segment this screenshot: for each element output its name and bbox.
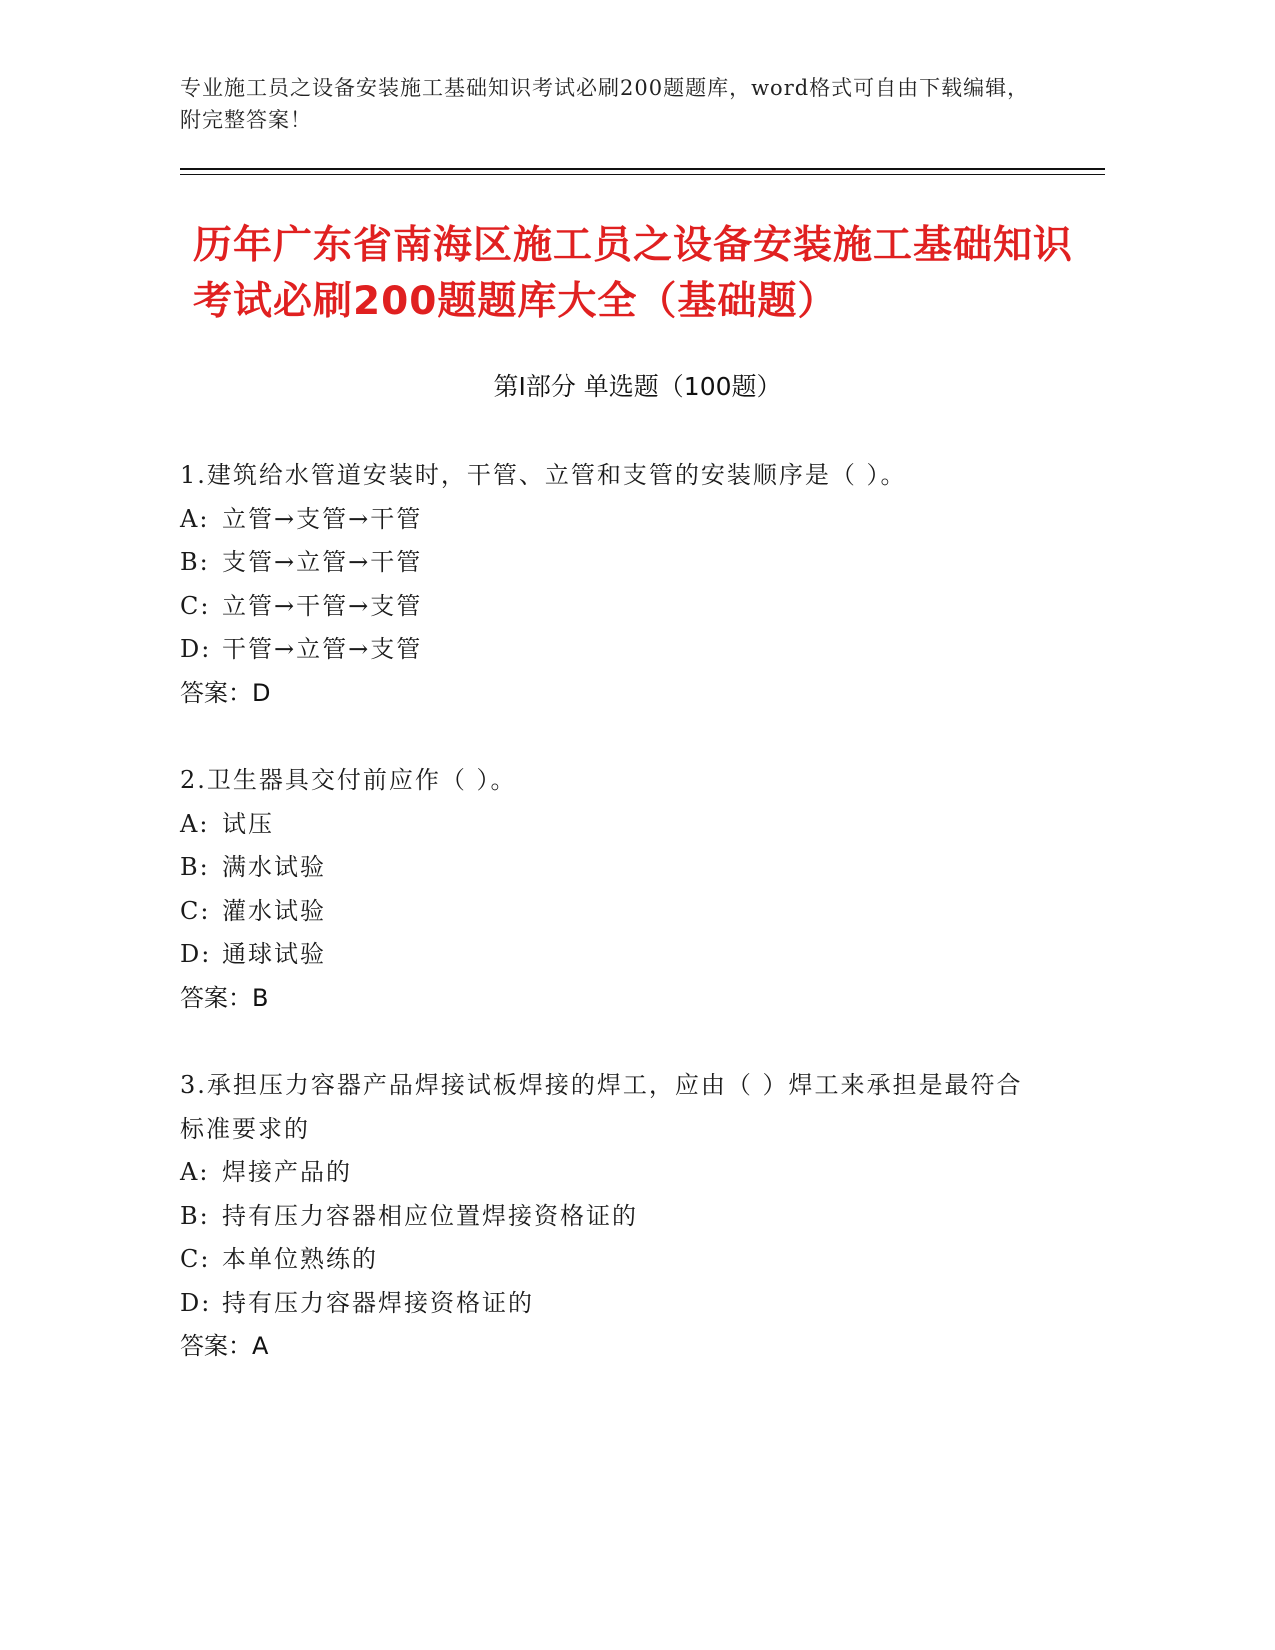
option-text: 通球试验 <box>222 940 326 968</box>
option-d <box>180 628 1040 672</box>
option-key: D: <box>180 635 212 663</box>
question-stem: 1.建筑给水管道安装时，干管、立管和支管的安装顺序是（ ）。 <box>180 461 907 489</box>
option-text: 试压 <box>222 809 274 838</box>
option-text: 本单位熟练的 <box>222 1245 378 1273</box>
option-text: 支管→立管→干管 <box>222 548 423 576</box>
answer: 答案：D <box>180 678 271 707</box>
option-d <box>180 933 1040 977</box>
section-title: 第Ⅰ部分 单选题（100题） <box>493 372 782 401</box>
option-key: B: <box>180 548 210 576</box>
option-text: 持有压力容器焊接资格证的 <box>222 1288 534 1317</box>
option-d <box>180 1282 1040 1326</box>
option-key: B: <box>180 853 210 881</box>
question-2 <box>180 759 1040 1020</box>
question-stem: 3.承担压力容器产品焊接试板焊接的焊工，应由（ ）焊工来承担是最符合标准要求的 <box>180 1071 1023 1143</box>
option-a <box>180 498 1040 542</box>
option-text: 满水试验 <box>222 853 326 881</box>
question-3 <box>180 1064 1040 1369</box>
option-text: 持有压力容器相应位置焊接资格证的 <box>222 1201 638 1230</box>
header-note: 专业施工员之设备安装施工基础知识考试必刷200题题库，word格式可自由下载编辑，附完整答案！ <box>180 76 1030 132</box>
option-text: 灌水试验 <box>222 896 326 925</box>
option-key: A: <box>180 809 210 838</box>
question-stem: 2.卫生器具交付前应作（ ）。 <box>180 766 517 794</box>
document-title: 历年广东省南海区施工员之设备安装施工基础知识考试必刷200题题库大全（基础题） <box>193 223 1074 324</box>
option-text: 干管→立管→支管 <box>222 635 423 663</box>
option-b <box>180 1195 1040 1239</box>
option-text: 立管→干管→支管 <box>222 591 423 620</box>
option-key: C: <box>180 591 211 620</box>
option-c <box>180 1238 1040 1282</box>
option-key: C: <box>180 1245 211 1273</box>
option-c <box>180 890 1040 934</box>
header-rule-thick <box>180 168 1105 170</box>
option-key: B: <box>180 1201 210 1230</box>
option-text: 焊接产品的 <box>222 1158 352 1186</box>
option-key: A: <box>180 1158 210 1186</box>
answer: 答案：B <box>180 983 269 1012</box>
option-c <box>180 585 1040 629</box>
answer: 答案：A <box>180 1332 269 1360</box>
option-a <box>180 803 1040 847</box>
question-1 <box>180 454 1040 715</box>
option-a <box>180 1151 1040 1195</box>
option-b <box>180 846 1040 890</box>
option-key: D: <box>180 940 212 968</box>
header-rule-thin <box>180 174 1105 175</box>
option-text: 立管→支管→干管 <box>222 504 423 533</box>
option-key: C: <box>180 896 211 925</box>
option-key: D: <box>180 1288 212 1317</box>
option-b <box>180 541 1040 585</box>
option-key: A: <box>180 504 210 533</box>
